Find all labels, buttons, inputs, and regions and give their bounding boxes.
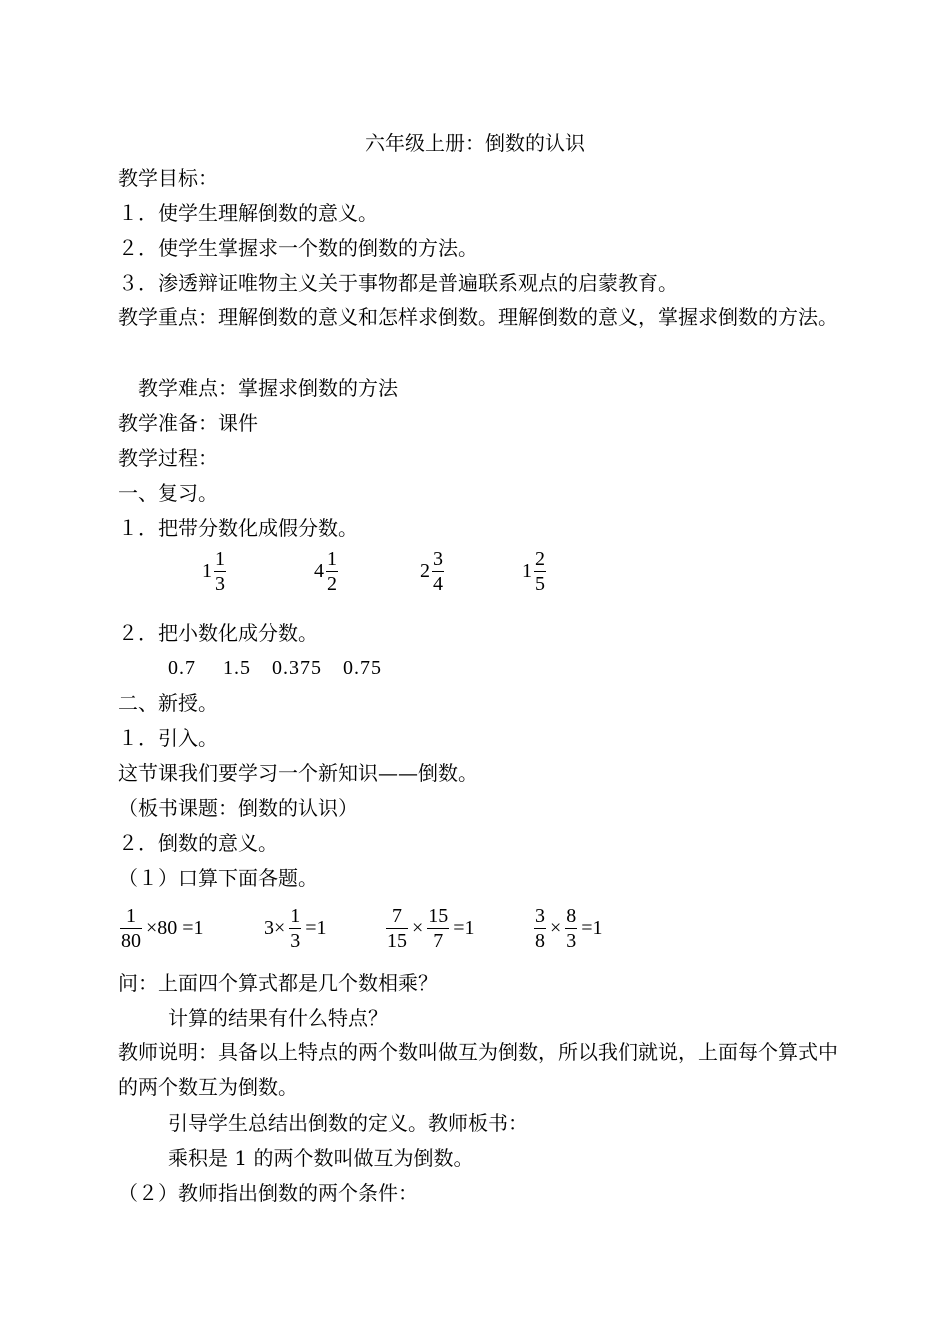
conditions-text: （２）教师指出倒数的两个条件： <box>118 1181 418 1205</box>
definition-text: 乘积是 1 的两个数叫做互为倒数。 <box>168 1146 474 1170</box>
fraction-denominator: 8 <box>535 930 545 952</box>
equation-operator: × <box>550 917 562 939</box>
question-2: 计算的结果有什么特点？ <box>168 1006 388 1030</box>
fraction-bar <box>326 571 338 572</box>
fraction-denominator: 7 <box>433 930 444 952</box>
fraction-numerator: 8 <box>566 905 577 927</box>
fraction-bar <box>427 928 449 929</box>
equation-rest: =1 <box>453 917 475 939</box>
equation-rest: =1 <box>581 917 603 939</box>
fraction-numerator: 7 <box>392 905 402 927</box>
fraction-bar <box>534 571 546 572</box>
mixed-number <box>202 549 228 594</box>
teacher-explanation: 教师说明：具备以上特点的两个数叫做互为倒数，所以我们就说，上面每个算式中的两个数互为倒数。 <box>118 1040 838 1099</box>
mixed-whole: 1 <box>522 560 532 582</box>
review-item-2: ２．把小数化成分数。 <box>118 621 318 645</box>
question-1: 问：上面四个算式都是几个数相乘？ <box>118 971 438 995</box>
fraction-numerator: 3 <box>535 905 545 927</box>
guide-text: 引导学生总结出倒数的定义。教师板书： <box>168 1111 528 1135</box>
fraction <box>565 906 577 951</box>
fraction-numerator: 15 <box>428 905 449 927</box>
equation-2 <box>262 906 329 951</box>
fraction <box>427 906 449 951</box>
fraction <box>326 549 338 594</box>
fraction-numerator: 1 <box>215 548 225 570</box>
mixed-whole: 4 <box>314 560 324 582</box>
goal-item: １．使学生理解倒数的意义。 <box>118 201 378 225</box>
goal-item: ２．使学生掌握求一个数的倒数的方法。 <box>118 236 478 260</box>
intro-item: １．引入。 <box>118 726 218 750</box>
fraction-denominator: 15 <box>387 930 407 952</box>
fraction-numerator: 1 <box>327 548 337 570</box>
fraction-denominator: 80 <box>121 930 141 952</box>
mixed-number <box>522 549 548 594</box>
document-title: 六年级上册：倒数的认识 <box>365 131 585 155</box>
mixed-number <box>314 549 340 594</box>
fraction-bar <box>120 928 142 929</box>
process-heading: 教学过程： <box>118 446 218 470</box>
fraction-numerator: 2 <box>535 548 545 570</box>
fraction-bar <box>386 928 408 929</box>
equation-1 <box>118 906 206 951</box>
fraction-denominator: 3 <box>566 930 577 952</box>
goals-heading: 教学目标： <box>118 166 218 190</box>
mixed-whole: 2 <box>420 560 430 582</box>
board-title: （板书课题：倒数的认识） <box>118 796 358 820</box>
equation-3 <box>384 906 477 951</box>
decimals-list: 0.7 1.5 0.375 0.75 <box>168 657 382 679</box>
fraction <box>534 906 546 951</box>
fraction-bar <box>565 928 577 929</box>
difficulty: 教学难点：掌握求倒数的方法 <box>138 376 398 400</box>
fraction-denominator: 3 <box>215 573 225 595</box>
intro-text: 这节课我们要学习一个新知识——倒数。 <box>118 761 478 785</box>
goal-item: ３．渗透辩证唯物主义关于事物都是普遍联系观点的启蒙教育。 <box>118 271 678 295</box>
fraction-denominator: 4 <box>433 573 443 595</box>
fraction-numerator: 3 <box>433 548 443 570</box>
fraction-bar <box>214 571 226 572</box>
review-item-1: １．把带分数化成假分数。 <box>118 516 358 540</box>
equation-rest: ×80 =1 <box>146 917 204 939</box>
fraction <box>432 549 444 594</box>
equation-rest: =1 <box>305 917 327 939</box>
review-heading: 一、复习。 <box>118 481 218 505</box>
fraction <box>120 906 142 951</box>
new-heading: 二、新授。 <box>118 691 218 715</box>
key-point: 教学重点：理解倒数的意义和怎样求倒数。理解倒数的意义，掌握求倒数的方法。 <box>118 305 838 329</box>
fraction-numerator: 1 <box>290 905 301 927</box>
fraction <box>534 549 546 594</box>
equation-lead: 3× <box>264 917 286 939</box>
fraction-denominator: 5 <box>535 573 545 595</box>
fraction-bar <box>432 571 444 572</box>
mixed-whole: 1 <box>202 560 212 582</box>
fraction-bar <box>534 928 546 929</box>
fraction <box>289 906 301 951</box>
fraction-denominator: 3 <box>290 930 301 952</box>
fraction-numerator: 1 <box>126 905 136 927</box>
equation-4 <box>532 906 605 951</box>
equation-operator: × <box>412 917 424 939</box>
preparation: 教学准备：课件 <box>118 411 258 435</box>
fraction <box>386 906 408 951</box>
fraction-bar <box>289 928 301 929</box>
meaning-item: ２．倒数的意义。 <box>118 831 278 855</box>
oral-item: （１）口算下面各题。 <box>118 866 318 890</box>
fraction <box>214 549 226 594</box>
fraction-denominator: 2 <box>327 573 337 595</box>
mixed-number <box>420 549 446 594</box>
